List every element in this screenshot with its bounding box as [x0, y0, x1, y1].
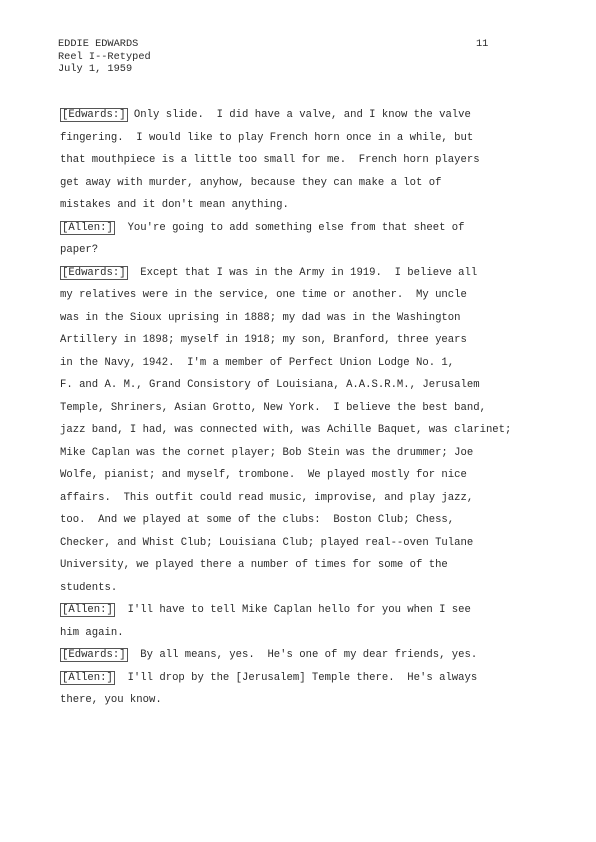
- transcript-line: [60, 644, 540, 667]
- line-text: affairs. This outfit could read music, improvise, and play jazz,: [60, 491, 474, 504]
- transcript-line: [60, 262, 540, 285]
- speaker-label: [Edwards:]: [62, 109, 126, 121]
- line-text: in the Navy, 1942. I'm a member of Perfect Union Lodge No. 1,: [60, 356, 455, 369]
- line-text: Only slide. I did have a valve, and I know the valve: [127, 109, 471, 121]
- speaker-label: [Edwards:]: [62, 649, 126, 661]
- transcript-line: [60, 667, 540, 690]
- transcript-line: [60, 329, 540, 352]
- interviewee-name: EDDIE EDWARDS: [58, 38, 139, 50]
- line-text: mistakes and it don't mean anything.: [60, 199, 289, 211]
- speaker-label: [Allen:]: [62, 671, 113, 684]
- line-text: F. and A. M., Grand Consistory of Louisiana, A.A.S.R.M., Jerusalem: [60, 379, 480, 391]
- speaker-label: [Allen:]: [62, 604, 113, 616]
- interview-date: July 1, 1959: [58, 63, 133, 75]
- transcript-line: [60, 442, 540, 465]
- transcript-line: [60, 194, 540, 217]
- transcript-line: [60, 217, 540, 240]
- transcript-line: [60, 599, 540, 622]
- transcript-line: [60, 464, 540, 487]
- transcript-line: [60, 307, 540, 330]
- line-text: jazz band, I had, was connected with, was Achille Baquet, was clarinet;: [60, 424, 512, 436]
- line-text: By all means, yes. He's one of my dear friends, yes.: [127, 649, 478, 661]
- transcript-line: [60, 104, 540, 127]
- transcript-line: [60, 127, 540, 150]
- line-text: You're going to add something else from that sheet of: [114, 221, 465, 234]
- transcript-line: [60, 689, 540, 712]
- transcript-line: [60, 487, 540, 510]
- transcript-line: [60, 374, 540, 397]
- transcript-line: [60, 239, 540, 262]
- page-header: [58, 38, 151, 76]
- line-text: there, you know.: [60, 694, 162, 706]
- line-text: too. And we played at some of the clubs: Boston Club; Chess,: [60, 514, 455, 526]
- transcript-body: [60, 104, 540, 712]
- transcript-line: [60, 532, 540, 555]
- transcript-line: [60, 149, 540, 172]
- line-text: my relatives were in the service, one time or another. My uncle: [60, 289, 467, 301]
- transcript-line: [60, 554, 540, 577]
- line-text: was in the Sioux uprising in 1888; my dad was in the Washington: [60, 311, 461, 324]
- transcript-line: [60, 419, 540, 442]
- transcript-line: [60, 172, 540, 195]
- page-number: 11: [476, 38, 489, 50]
- line-text: Mike Caplan was the cornet player; Bob Stein was the drummer; Joe: [60, 446, 474, 459]
- transcript-line: [60, 622, 540, 645]
- line-text: that mouthpiece is a little too small for me. French horn players: [60, 154, 480, 166]
- reel-label: Reel I--Retyped: [58, 50, 151, 63]
- line-text: Wolfe, pianist; and myself, trombone. We played mostly for nice: [60, 469, 467, 481]
- line-text: students.: [60, 581, 118, 594]
- line-text: Artillery in 1898; myself in 1918; my son, Branford, three years: [60, 334, 467, 346]
- line-text: Checker, and Whist Club; Louisiana Club; played real--oven Tulane: [60, 536, 474, 549]
- transcript-line: [60, 284, 540, 307]
- transcript-line: [60, 577, 540, 600]
- line-text: I'll drop by the [Jerusalem] Temple there. He's always: [114, 671, 478, 684]
- line-text: get away with murder, anyhow, because they can make a lot of: [60, 176, 442, 189]
- line-text: fingering. I would like to play French horn once in a while, but: [60, 131, 474, 144]
- transcript-line: [60, 509, 540, 532]
- speaker-label: [Edwards:]: [62, 266, 126, 279]
- line-text: paper?: [60, 244, 99, 256]
- line-text: Temple, Shriners, Asian Grotto, New York. I believe the best band,: [60, 401, 486, 414]
- transcript-line: [60, 352, 540, 375]
- line-text: University, we played there a number of times for some of the: [60, 559, 448, 571]
- line-text: Except that I was in the Army in 1919. I believe all: [127, 266, 478, 279]
- line-text: I'll have to tell Mike Caplan hello for you when I see: [114, 604, 471, 616]
- line-text: him again.: [60, 626, 124, 639]
- speaker-label: [Allen:]: [62, 221, 113, 234]
- transcript-line: [60, 397, 540, 420]
